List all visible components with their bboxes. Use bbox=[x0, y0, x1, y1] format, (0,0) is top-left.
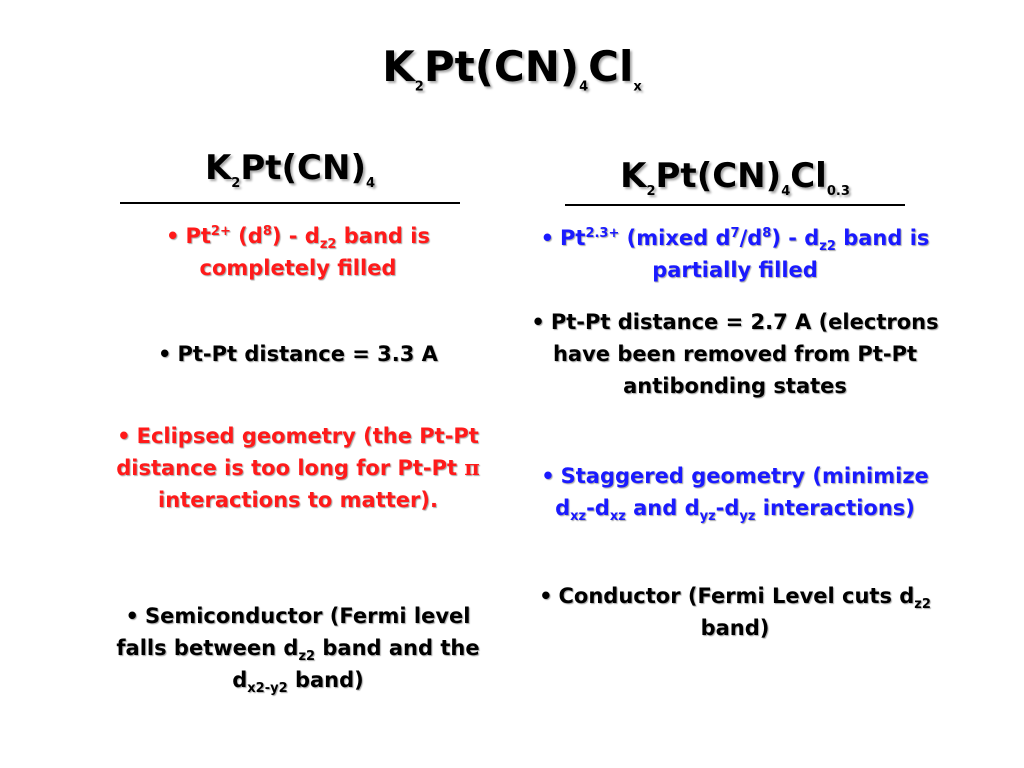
left-bullet-filled-band: • $Pt^{2+}$ $(d^8) - d_{z2}$ band is completely filled bbox=[166, 224, 430, 280]
bullet-dot: • bbox=[540, 226, 554, 250]
left-column-heading: $K_2Pt(CN)_4$ bbox=[204, 148, 376, 191]
left-heading-divider bbox=[120, 202, 460, 204]
bullet-dot: • bbox=[531, 310, 545, 334]
left-bullet-distance: • Pt-Pt distance = 3.3 A bbox=[158, 342, 438, 366]
bullet-dot: • bbox=[539, 584, 553, 608]
left-bullet-eclipsed-geometry: • Eclipsed geometry (the Pt-Pt distance is too long for Pt-Pt π interactions to matter). bbox=[116, 424, 480, 512]
right-bullet-distance: • Pt-Pt distance = 2.7 A (electrons have been removed from Pt-Pt antibonding states bbox=[531, 310, 939, 398]
pi-symbol: π bbox=[464, 455, 480, 480]
right-bullet-partial-band: • $Pt^{2.3+}$ (mixed $d^7/d^8) - d_{z2}$ band is partially filled bbox=[540, 226, 930, 282]
bullet-dot: • bbox=[125, 604, 139, 628]
bullet-dot: • bbox=[541, 464, 555, 488]
right-bullet-conductor: • Conductor (Fermi Level cuts $d_{z2}$ band) bbox=[539, 584, 931, 640]
right-column-heading: $K_2Pt(CN)_4Cl_{0.3}$ bbox=[620, 156, 850, 199]
bullet-dot: • bbox=[117, 424, 131, 448]
right-bullet-staggered-geometry: • Staggered geometry (minimize $d_{xz}-d_{xz}$ and $d_{yz}-d_{yz}$ interactions) bbox=[541, 464, 929, 525]
right-heading-divider bbox=[565, 204, 905, 206]
bullet-dot: • bbox=[166, 224, 180, 248]
slide-title: $K_2Pt(CN)_4Cl_x$ bbox=[382, 42, 642, 95]
left-bullet-semiconductor: • Semiconductor (Fermi level falls between $d_{z2}$ band and the $d_{x2-y2}$ band) bbox=[116, 604, 480, 697]
bullet-dot: • bbox=[158, 342, 172, 366]
